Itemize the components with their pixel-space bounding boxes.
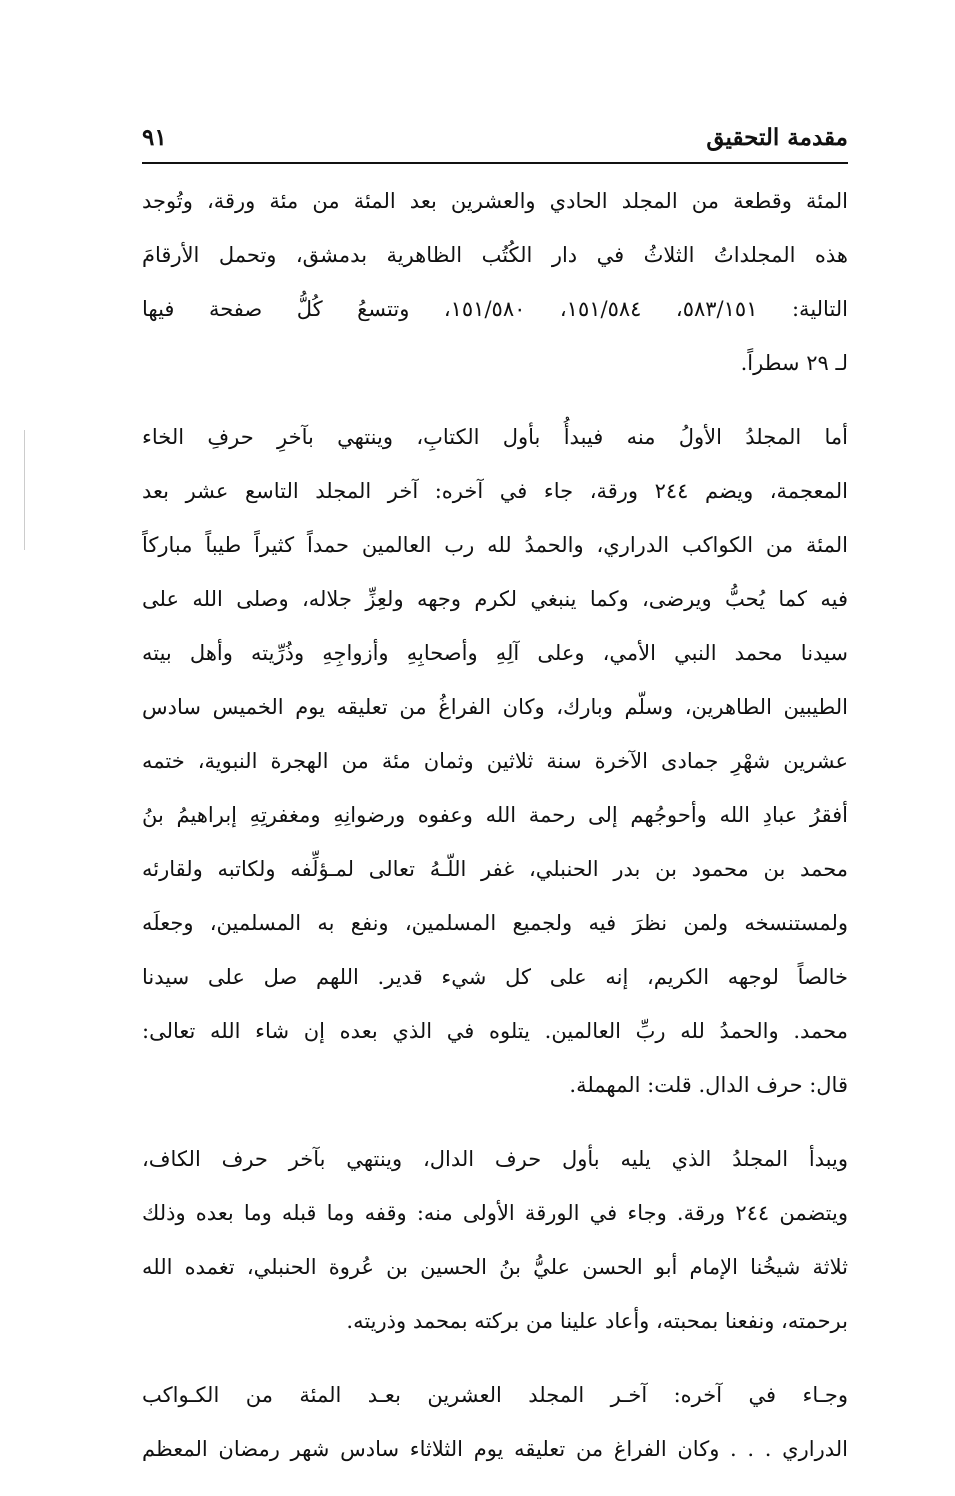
text-line: هذه المجلداتُ الثلاثُ في دار الكُتُب الظاهرية بدمشق، وتحمل الأرقامَ [142,243,848,267]
text-line: قال: حرف الدال. قلت: المهملة. [569,1073,848,1097]
text-line: أما المجلدُ الأولُ منه فيبدأُ بأول الكتابِ، وينتهي بآخرِ حرفِ الخاء [142,425,848,449]
header-rule [142,162,848,164]
text-line: وجـاء في آخره: آخـر المجلد العشرين بعـد المئة من الكـواكب [142,1383,848,1407]
text-line: الطيبين الطاهرين، وسلّم وبارك، وكان الفراغُ من تعليقه يوم الخميس سادس [142,695,848,719]
text-line: برحمته، ونفعنا بمحبته، وأعاد علينا من بركته بمحمد وذريته. [346,1309,848,1333]
text-line: المئة من الكواكب الدراري، والحمدُ لله رب العالمين حمداً كثيراً طيباً مباركاً [142,533,848,557]
text-line: المعجمة، ويضم ٢٤٤ ورقة، جاء في آخره: آخر المجلد التاسع عشر بعد [142,479,848,503]
text-line: أفقرُ عبادِ الله وأحوجُهم إلى رحمة الله وعفوه ورضوانِهِ ومغفرتِهِ إبراهيمُ بنُ [142,803,848,827]
text-line: الدراري . . . وكان الفراغ من تعليقه يوم الثلاثاء سادس شهر رمضان المعظم [142,1437,848,1461]
text-line: سيدنا محمد النبي الأمي، وعلى آلِهِ وأصحابِهِ وأزواجِهِ وذُرِّيته وأهل بيته [142,641,848,665]
text-line: المئة وقطعة من المجلد الحادي والعشرين بعد المئة من مئة ورقة، وتُوجد [142,189,848,213]
scan-margin-mark [24,430,25,550]
paragraph-3 [142,1132,848,1348]
text-line: ولمستنسخه ولمن نظرَ فيه ولجميع المسلمين، ونفع به المسلمين، وجعلَه [142,911,848,935]
text-line: فيه كما يُحبُّ ويرضى، وكما ينبغي لكرم وجهه ولعِزِّ جلاله، وصلى الله على [142,587,848,611]
page-number: ٩١ [142,124,167,151]
text-line: ويبدأ المجلدُ الذي يليه بأول حرف الدال، وينتهي بآخر حرف الكاف، [142,1147,848,1171]
running-title: مقدمة التحقيق [706,124,848,151]
body-text [142,174,848,1496]
paragraph-4 [142,1368,848,1476]
text-line: محمد. والحمدُ لله ربِّ العالمين. يتلوه في الذي بعده إن شاء الله تعالى: [142,1019,848,1043]
text-line: محمد بن محمود بن بدر الحنبلي، غفر اللّـهُ تعالى لمـؤلِّفه ولكاتبه ولقارئه [142,857,848,881]
paragraph-2 [142,410,848,1112]
text-line: خالصاً لوجهه الكريم، إنه على كل شيء قدير. اللهم صل على سيدنا [142,965,848,989]
text-line: عشرين شهْرِ جمادى الآخرة سنة ثلاثين وثمان مئة من الهجرة النبوية، ختمه [142,749,848,773]
text-line: ثلاثة شيخُنا الإمام أبو الحسن عليُّ بنُ الحسين بن عُروة الحنبلي، تغمده الله [142,1255,848,1279]
text-line: ويتضمن ٢٤٤ ورقة. وجاء في الورقة الأولى منه: وقفه وما قبله وما بعده وذلك [142,1201,848,1225]
text-line: لـ ٢٩ سطراً. [740,351,848,375]
running-header [142,118,848,158]
paragraph-1 [142,174,848,390]
text-line: التالية: ٥٨٣/١٥١، ١٥١/٥٨٤، ١٥١/٥٨٠، وتتسعُ كُلُّ صفحة فيها [142,297,848,321]
